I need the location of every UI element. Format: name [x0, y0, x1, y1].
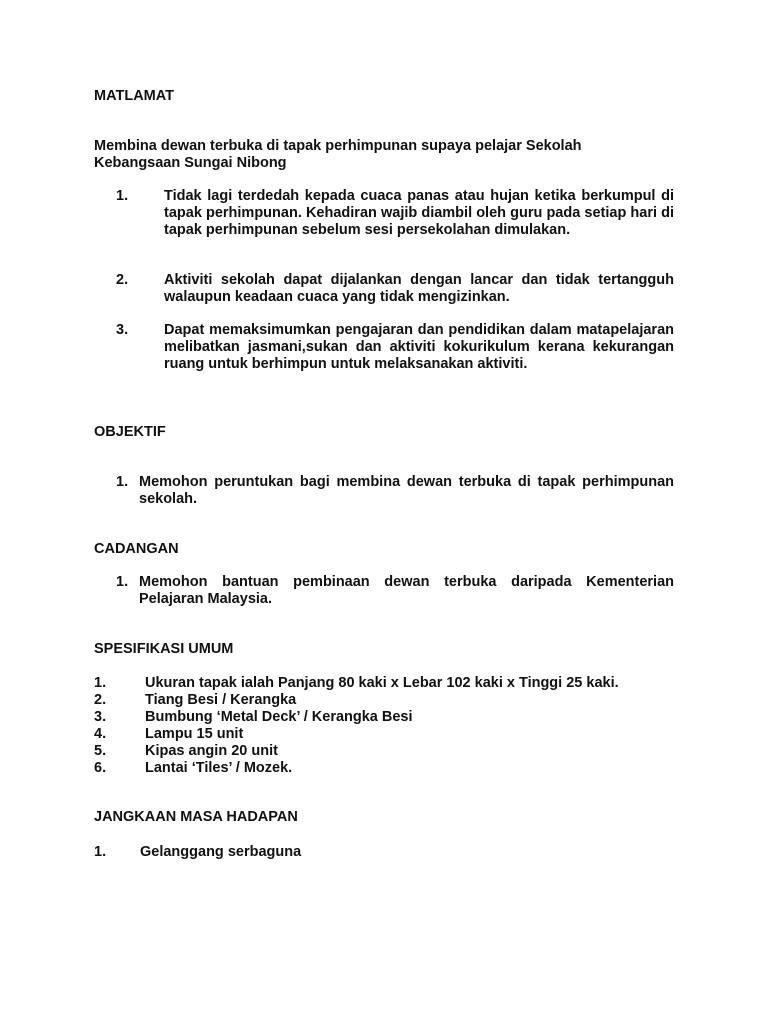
spesifikasi-item-2-number: 2.: [94, 692, 107, 708]
spesifikasi-item-5-text: Kipas angin 20 unit: [145, 743, 278, 759]
matlamat-item-2-text: Aktiviti sekolah dapat dijalankan dengan lancar dan tidak tertangguh walaupun keadaan cuaca yang tidak mengizinkan.: [164, 272, 674, 305]
matlamat-item-2-number: 2.: [116, 272, 129, 288]
cadangan-item-1-text: Memohon bantuan pembinaan dewan terbuka daripada Kementerian Pelajaran Malaysia.: [139, 574, 674, 607]
spesifikasi-item-6-text: Lantai ‘Tiles’ / Mozek.: [145, 760, 293, 776]
spesifikasi-item-5-number: 5.: [94, 743, 107, 759]
matlamat-intro: [94, 138, 674, 172]
objektif-heading: OBJEKTIF: [94, 424, 166, 440]
spesifikasi-item-1-number: 1.: [94, 675, 107, 691]
jangkaan-item-1-number: 1.: [94, 844, 107, 860]
jangkaan-heading: JANGKAAN MASA HADAPAN: [94, 809, 298, 825]
spesifikasi-item-6-number: 6.: [94, 760, 107, 776]
matlamat-item-3-text: Dapat memaksimumkan pengajaran dan pendidikan dalam matapelajaran melibatkan jasmani,sukan dan aktiviti kokurikulum kerana kekurangan ruang untuk berhimpun untuk melaksanakan aktiviti.: [164, 322, 674, 372]
objektif-item-1-number: 1.: [116, 474, 129, 490]
cadangan-item-1-number: 1.: [116, 574, 129, 590]
spesifikasi-item-1-text: Ukuran tapak ialah Panjang 80 kaki x Lebar 102 kaki x Tinggi 25 kaki.: [145, 675, 619, 691]
matlamat-heading: MATLAMAT: [94, 88, 174, 104]
spesifikasi-item-4-text: Lampu 15 unit: [145, 726, 244, 742]
spesifikasi-item-3-number: 3.: [94, 709, 107, 725]
spesifikasi-item-4-number: 4.: [94, 726, 107, 742]
matlamat-item-3-number: 3.: [116, 322, 129, 338]
matlamat-intro-line-1: Membina dewan terbuka di tapak perhimpunan supaya pelajar Sekolah: [94, 138, 582, 154]
matlamat-item-1-text: Tidak lagi terdedah kepada cuaca panas atau hujan ketika berkumpul di tapak perhimpunan. Kehadiran wajib diambil oleh guru pada setiap hari di tapak perhimpunan sebelum sesi persekolahan dimulakan.: [164, 188, 674, 238]
objektif-item-1-text: Memohon peruntukan bagi membina dewan terbuka di tapak perhimpunan sekolah.: [139, 474, 674, 507]
jangkaan-item-1-text: Gelanggang serbaguna: [140, 844, 302, 860]
spesifikasi-heading: SPESIFIKASI UMUM: [94, 641, 234, 657]
matlamat-item-1-number: 1.: [116, 188, 129, 204]
matlamat-intro-line-2: Kebangsaan Sungai Nibong: [94, 155, 287, 171]
spesifikasi-item-2-text: Tiang Besi / Kerangka: [145, 692, 297, 708]
spesifikasi-item-3-text: Bumbung ‘Metal Deck’ / Kerangka Besi: [145, 709, 413, 725]
cadangan-heading: CADANGAN: [94, 541, 179, 557]
